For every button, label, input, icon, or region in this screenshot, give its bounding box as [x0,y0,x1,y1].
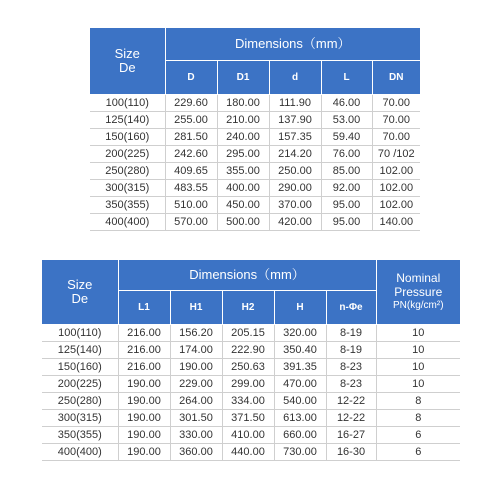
table-cell: 46.00 [321,94,372,111]
table-cell: 6 [376,443,460,460]
table-cell: 450.00 [217,196,269,213]
size-header [90,28,165,94]
table-cell: 200(225) [90,145,165,162]
table-cell: 214.20 [269,145,321,162]
table-cell: 400(400) [42,443,118,460]
column-header: H2 [222,290,274,324]
table-cell: 371.50 [222,409,274,426]
dimensions-table-2 [42,260,460,461]
table-cell: 540.00 [274,392,326,409]
table-row [42,443,460,460]
table-cell: 370.00 [269,196,321,213]
table-cell: 281.50 [165,128,217,145]
table-cell: 510.00 [165,196,217,213]
table-cell: 70.00 [372,128,420,145]
table-body [90,94,420,230]
table-cell: 730.00 [274,443,326,460]
table-cell: 8 [376,392,460,409]
table-cell: 8-23 [326,375,376,392]
table-row [90,213,420,230]
table-cell: 250(280) [90,162,165,179]
table-cell: 290.00 [269,179,321,196]
table-cell: 200(225) [42,375,118,392]
table-cell: 125(140) [42,341,118,358]
table-cell: 350.40 [274,341,326,358]
table-cell: 250(280) [42,392,118,409]
table-row [90,128,420,145]
table-cell: 156.20 [170,324,222,341]
column-header: D1 [217,60,269,94]
table-row [90,162,420,179]
table-cell: 190.00 [118,409,170,426]
column-header: H1 [170,290,222,324]
dimensions-group-header: Dimensions（mm） [118,260,376,290]
table-cell: 216.00 [118,324,170,341]
table-cell: 300(315) [42,409,118,426]
size-label: Size [114,45,140,61]
table-row [90,111,420,128]
table-cell: 409.65 [165,162,217,179]
pressure-header [376,260,460,324]
table-cell: 299.00 [222,375,274,392]
table-cell: 391.35 [274,358,326,375]
table-cell: 295.00 [217,145,269,162]
table-cell: 264.00 [170,392,222,409]
table-row [90,196,420,213]
table-cell: 190.00 [118,443,170,460]
table-cell: 70 /102 [372,145,420,162]
table-cell: 85.00 [321,162,372,179]
table-cell: 180.00 [217,94,269,111]
table-cell: 6 [376,426,460,443]
dimensions-group-header: Dimensions（mm） [165,28,420,60]
size-sub-label: De [118,59,136,75]
table-cell: 190.00 [118,375,170,392]
table-cell: 95.00 [321,196,372,213]
table-row [90,179,420,196]
table-row [42,409,460,426]
table-cell: 440.00 [222,443,274,460]
pressure-label-2: Pressure [394,284,443,299]
table-cell: 140.00 [372,213,420,230]
table-cell: 300(315) [90,179,165,196]
table-cell: 8-19 [326,341,376,358]
table-cell: 190.00 [170,358,222,375]
table-cell: 229.60 [165,94,217,111]
table-cell: 350(355) [90,196,165,213]
table-cell: 137.90 [269,111,321,128]
column-header: L [321,60,372,94]
table-cell: 76.00 [321,145,372,162]
table-cell: 59.40 [321,128,372,145]
size-sub-label: De [71,290,89,306]
table-cell: 10 [376,358,460,375]
table-cell: 157.35 [269,128,321,145]
table-cell: 660.00 [274,426,326,443]
table-cell: 483.55 [165,179,217,196]
column-header: D [165,60,217,94]
table-cell: 301.50 [170,409,222,426]
table-row [42,392,460,409]
table-row [42,324,460,341]
table-cell: 92.00 [321,179,372,196]
table-cell: 250.00 [269,162,321,179]
table-cell: 174.00 [170,341,222,358]
table-cell: 400(400) [90,213,165,230]
table-cell: 12-22 [326,392,376,409]
table-row [90,94,420,111]
table-cell: 150(160) [42,358,118,375]
table-cell: 222.90 [222,341,274,358]
table-cell: 334.00 [222,392,274,409]
table-cell: 16-30 [326,443,376,460]
table-cell: 229.00 [170,375,222,392]
table-cell: 100(110) [90,94,165,111]
column-header: d [269,60,321,94]
dimensions-table-1 [90,28,420,231]
table-cell: 410.00 [222,426,274,443]
table-cell: 8-19 [326,324,376,341]
column-header: DN [372,60,420,94]
table-cell: 320.00 [274,324,326,341]
table-cell: 100(110) [42,324,118,341]
table-cell: 210.00 [217,111,269,128]
table-cell: 150(160) [90,128,165,145]
table-row [42,426,460,443]
table-cell: 10 [376,341,460,358]
size-header [42,260,118,324]
table-cell: 10 [376,375,460,392]
pressure-label-1: Nominal [396,270,441,285]
table-row [90,145,420,162]
table-cell: 360.00 [170,443,222,460]
table-cell: 205.15 [222,324,274,341]
table-cell: 420.00 [269,213,321,230]
table-cell: 102.00 [372,162,420,179]
table-cell: 350(355) [42,426,118,443]
column-header: H [274,290,326,324]
table-cell: 500.00 [217,213,269,230]
column-header: n-Φe [326,290,376,324]
table-cell: 102.00 [372,179,420,196]
table-cell: 250.63 [222,358,274,375]
table-cell: 330.00 [170,426,222,443]
table-cell: 400.00 [217,179,269,196]
table-row [42,341,460,358]
column-header: L1 [118,290,170,324]
table-cell: 255.00 [165,111,217,128]
table-cell: 95.00 [321,213,372,230]
table-cell: 111.90 [269,94,321,111]
table-cell: 216.00 [118,341,170,358]
table-cell: 70.00 [372,94,420,111]
table-cell: 190.00 [118,392,170,409]
table-cell: 125(140) [90,111,165,128]
table-cell: 242.60 [165,145,217,162]
table-cell: 53.00 [321,111,372,128]
table-body [42,324,460,460]
table-cell: 470.00 [274,375,326,392]
table-cell: 10 [376,324,460,341]
table-cell: 240.00 [217,128,269,145]
table-cell: 355.00 [217,162,269,179]
table-cell: 8-23 [326,358,376,375]
table-cell: 613.00 [274,409,326,426]
table-cell: 570.00 [165,213,217,230]
table-cell: 16-27 [326,426,376,443]
table-cell: 12-22 [326,409,376,426]
table-row [42,375,460,392]
table-cell: 102.00 [372,196,420,213]
table-cell: 70.00 [372,111,420,128]
pressure-unit: PN(kg/cm²) [392,299,444,311]
table-cell: 190.00 [118,426,170,443]
table-cell: 8 [376,409,460,426]
size-label: Size [67,276,93,292]
table-row [42,358,460,375]
table-cell: 216.00 [118,358,170,375]
